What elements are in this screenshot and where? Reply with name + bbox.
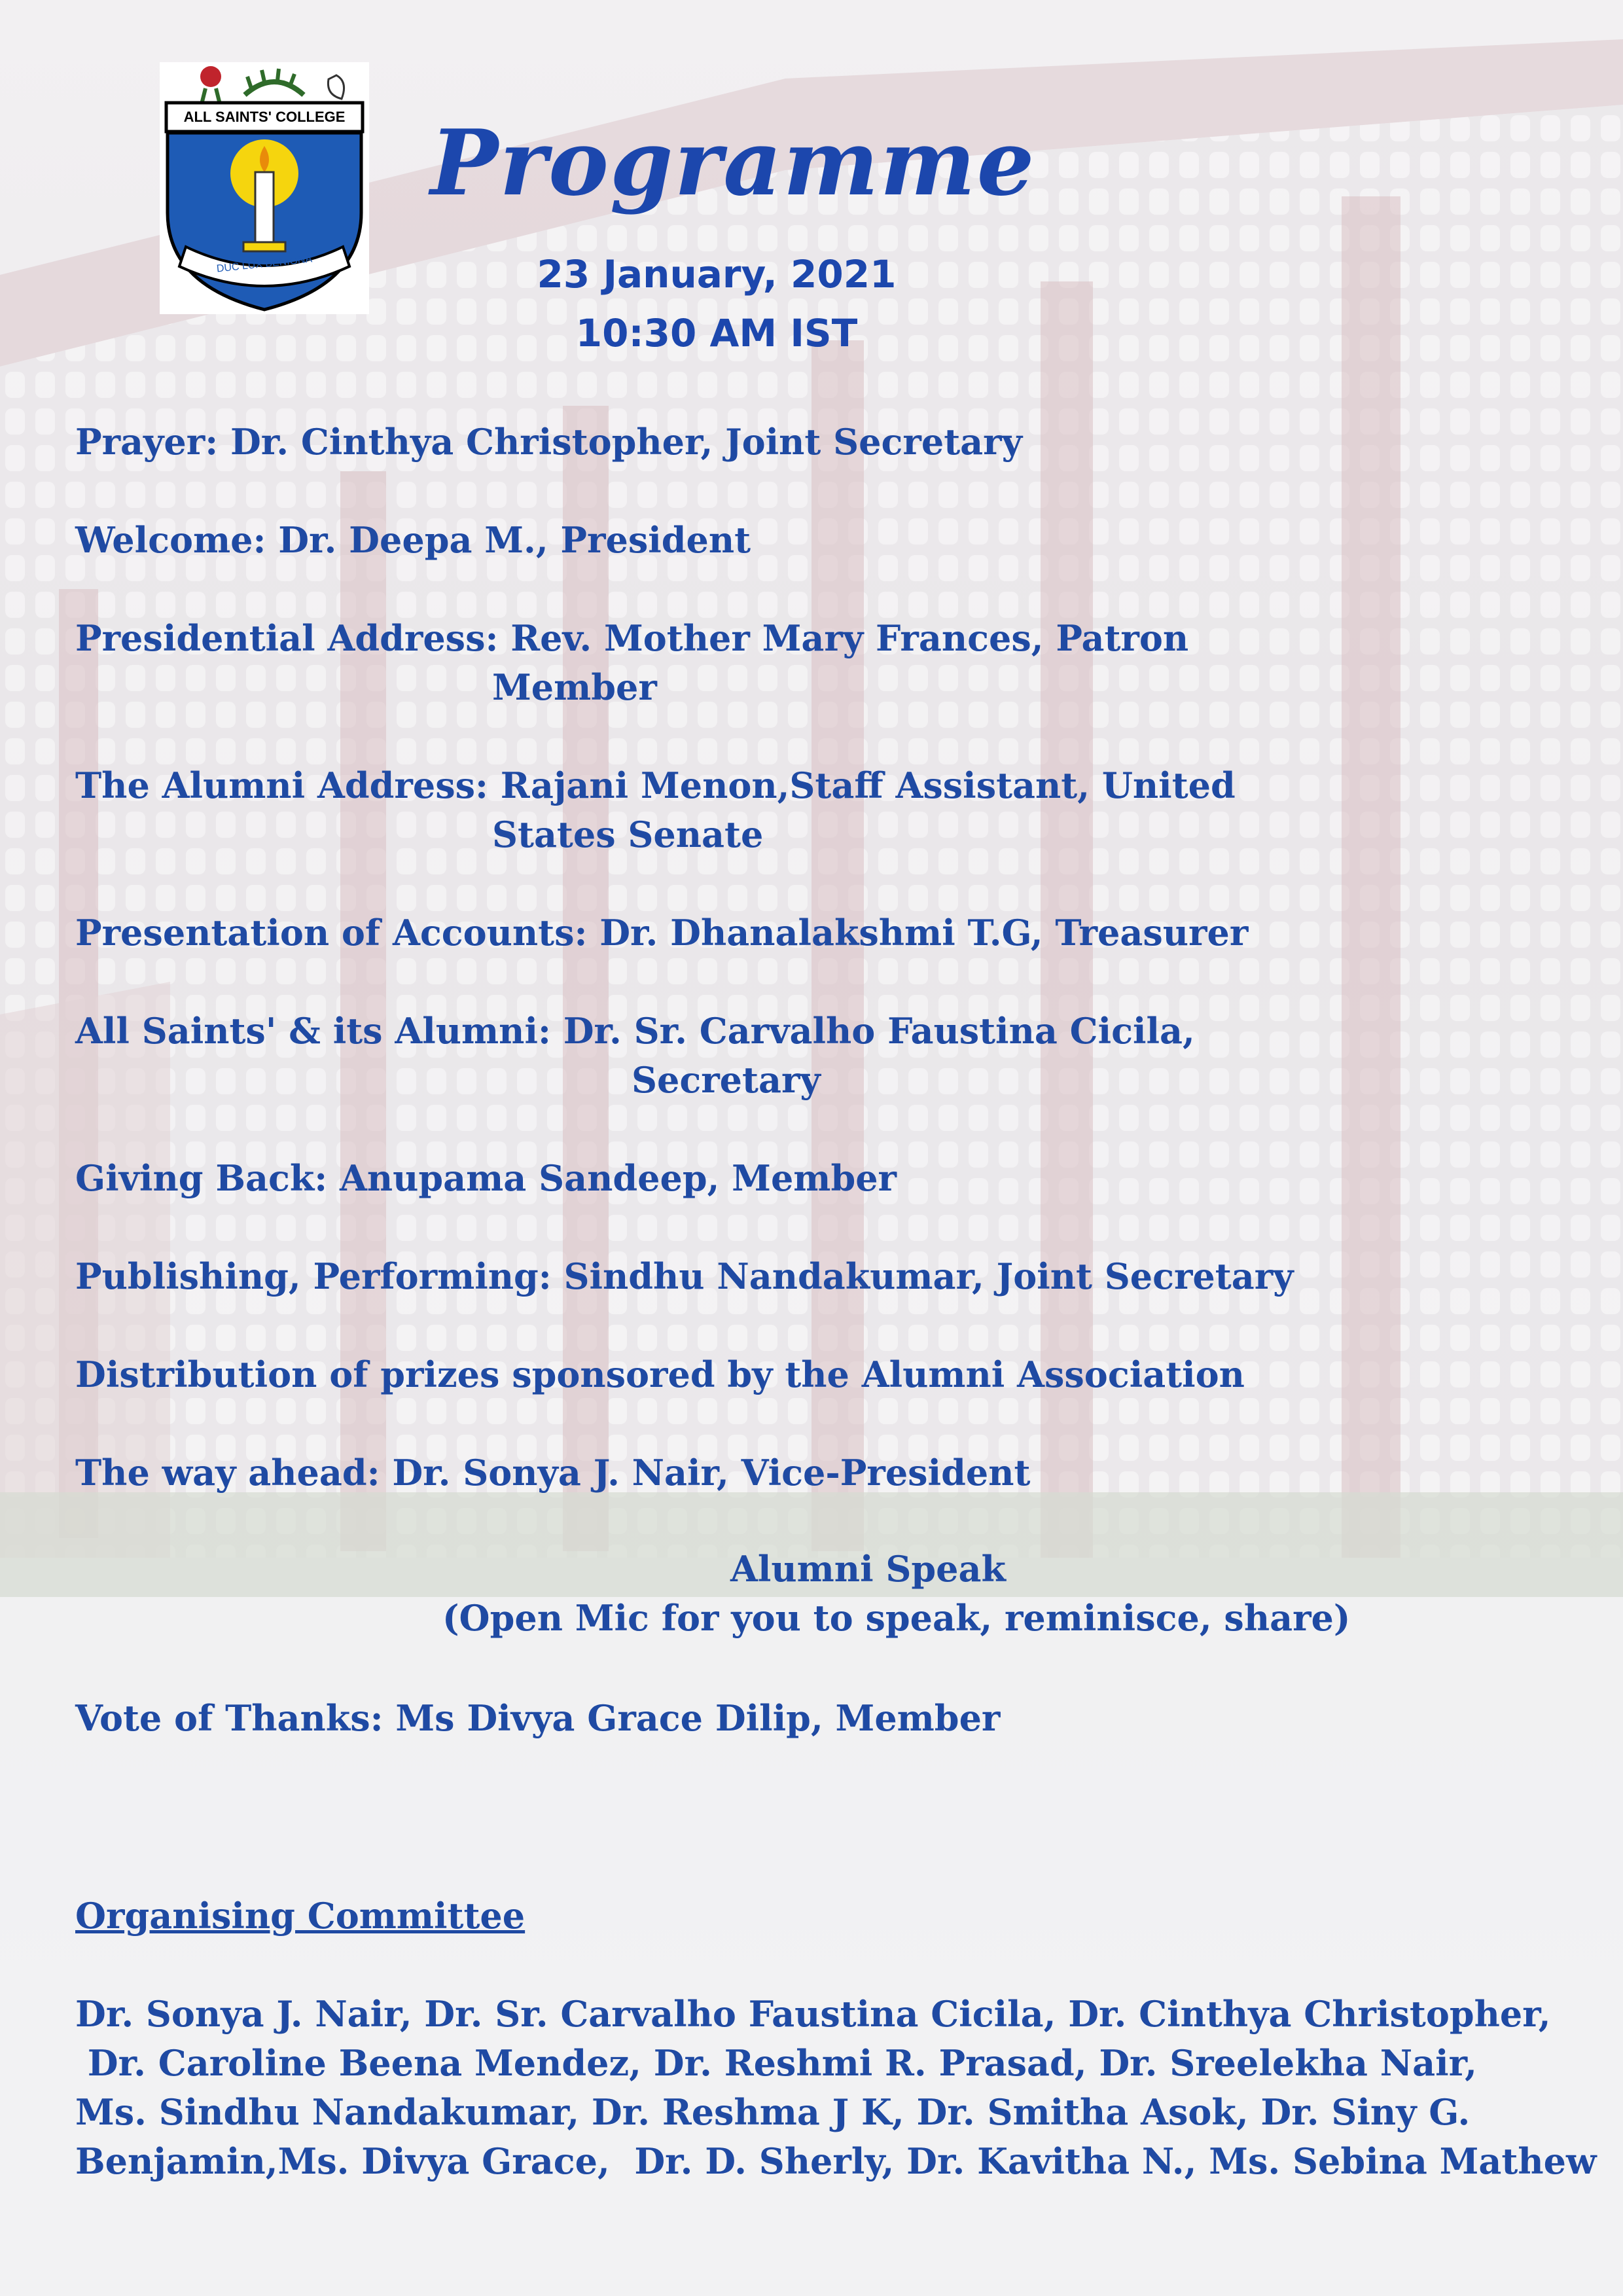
programme-item-alumni-address (75, 762, 1236, 808)
programme-item-prayer (75, 419, 1022, 465)
programme-item-continuation: Member (492, 666, 657, 708)
item-text: Dr. Cinthya Christopher, Joint Secretary (218, 421, 1022, 463)
committee-line: Benjamin,Ms. Divya Grace, Dr. D. Sherly, Dr. Kavitha N., Ms. Sebina Mathew (75, 2140, 1597, 2182)
page-title: Programme (430, 109, 1036, 216)
item-text: Anupama Sandeep, Member (327, 1157, 897, 1199)
item-label: Giving Back: (75, 1157, 328, 1199)
item-label: Distribution of prizes sponsored by the Alumni Association (75, 1354, 1245, 1395)
programme-item-continuation: States Senate (492, 814, 764, 855)
committee-line: Dr. Caroline Beena Mendez, Dr. Reshmi R. Prasad, Dr. Sreelekha Nair, (75, 2042, 1477, 2084)
item-text: Rajani Menon,Staff Assistant, United (488, 764, 1236, 806)
programme-item-accounts (75, 910, 1248, 956)
programme-item-prizes (75, 1352, 1245, 1397)
item-text: Dr. Sr. Carvalho Faustina Cicila, (550, 1010, 1195, 1052)
college-logo (160, 62, 369, 314)
item-label: All Saints' & its Alumni: (75, 1010, 551, 1052)
alumni-speak-subtitle: (Open Mic for you to speak, reminisce, share) (442, 1597, 1351, 1639)
item-label: Prayer: (75, 421, 219, 463)
programme-item-continuation: Secretary (632, 1059, 821, 1101)
programme-item-all-saints (75, 1008, 1195, 1054)
programme-item-welcome (75, 517, 751, 563)
committee-line: Ms. Sindhu Nandakumar, Dr. Reshma J K, Dr. Smitha Asok, Dr. Siny G. (75, 2091, 1471, 2133)
item-text: Dr. Sonya J. Nair, Vice-President (380, 1452, 1031, 1494)
item-label: The way ahead: (75, 1452, 380, 1494)
item-label: Publishing, Performing: (75, 1255, 552, 1297)
programme-item-giving-back (75, 1155, 897, 1201)
event-date: 23 January, 2021 (537, 252, 897, 296)
item-text: Sindhu Nandakumar, Joint Secretary (551, 1255, 1294, 1297)
item-text: Dr. Dhanalakshmi T.G, Treasurer (587, 912, 1249, 954)
committee-heading: Organising Committee (75, 1895, 526, 1937)
item-label: Presidential Address: (75, 617, 499, 659)
item-label: The Alumni Address: (75, 764, 488, 806)
item-text: Dr. Deepa M., President (266, 519, 751, 561)
item-label: Welcome: (75, 519, 266, 561)
programme-item-vote-of-thanks (75, 1695, 1000, 1741)
item-label: Vote of Thanks: (75, 1697, 383, 1739)
programme-item-publishing (75, 1253, 1294, 1299)
event-time: 10:30 AM IST (575, 311, 858, 355)
alumni-speak-title: Alumni Speak (730, 1548, 1006, 1590)
logo-banner-text: ALL SAINTS' COLLEGE (183, 109, 346, 125)
item-text: Rev. Mother Mary Frances, Patron (498, 617, 1189, 659)
item-label: Presentation of Accounts: (75, 912, 588, 954)
logo-motto: DUC LUX BENIGNA (216, 253, 313, 275)
programme-item-way-ahead (75, 1450, 1030, 1496)
item-text: Ms Divya Grace Dilip, Member (383, 1697, 1001, 1739)
programme-item-presidential-address (75, 615, 1188, 661)
committee-line: Dr. Sonya J. Nair, Dr. Sr. Carvalho Faustina Cicila, Dr. Cinthya Christopher, (75, 1993, 1551, 2035)
